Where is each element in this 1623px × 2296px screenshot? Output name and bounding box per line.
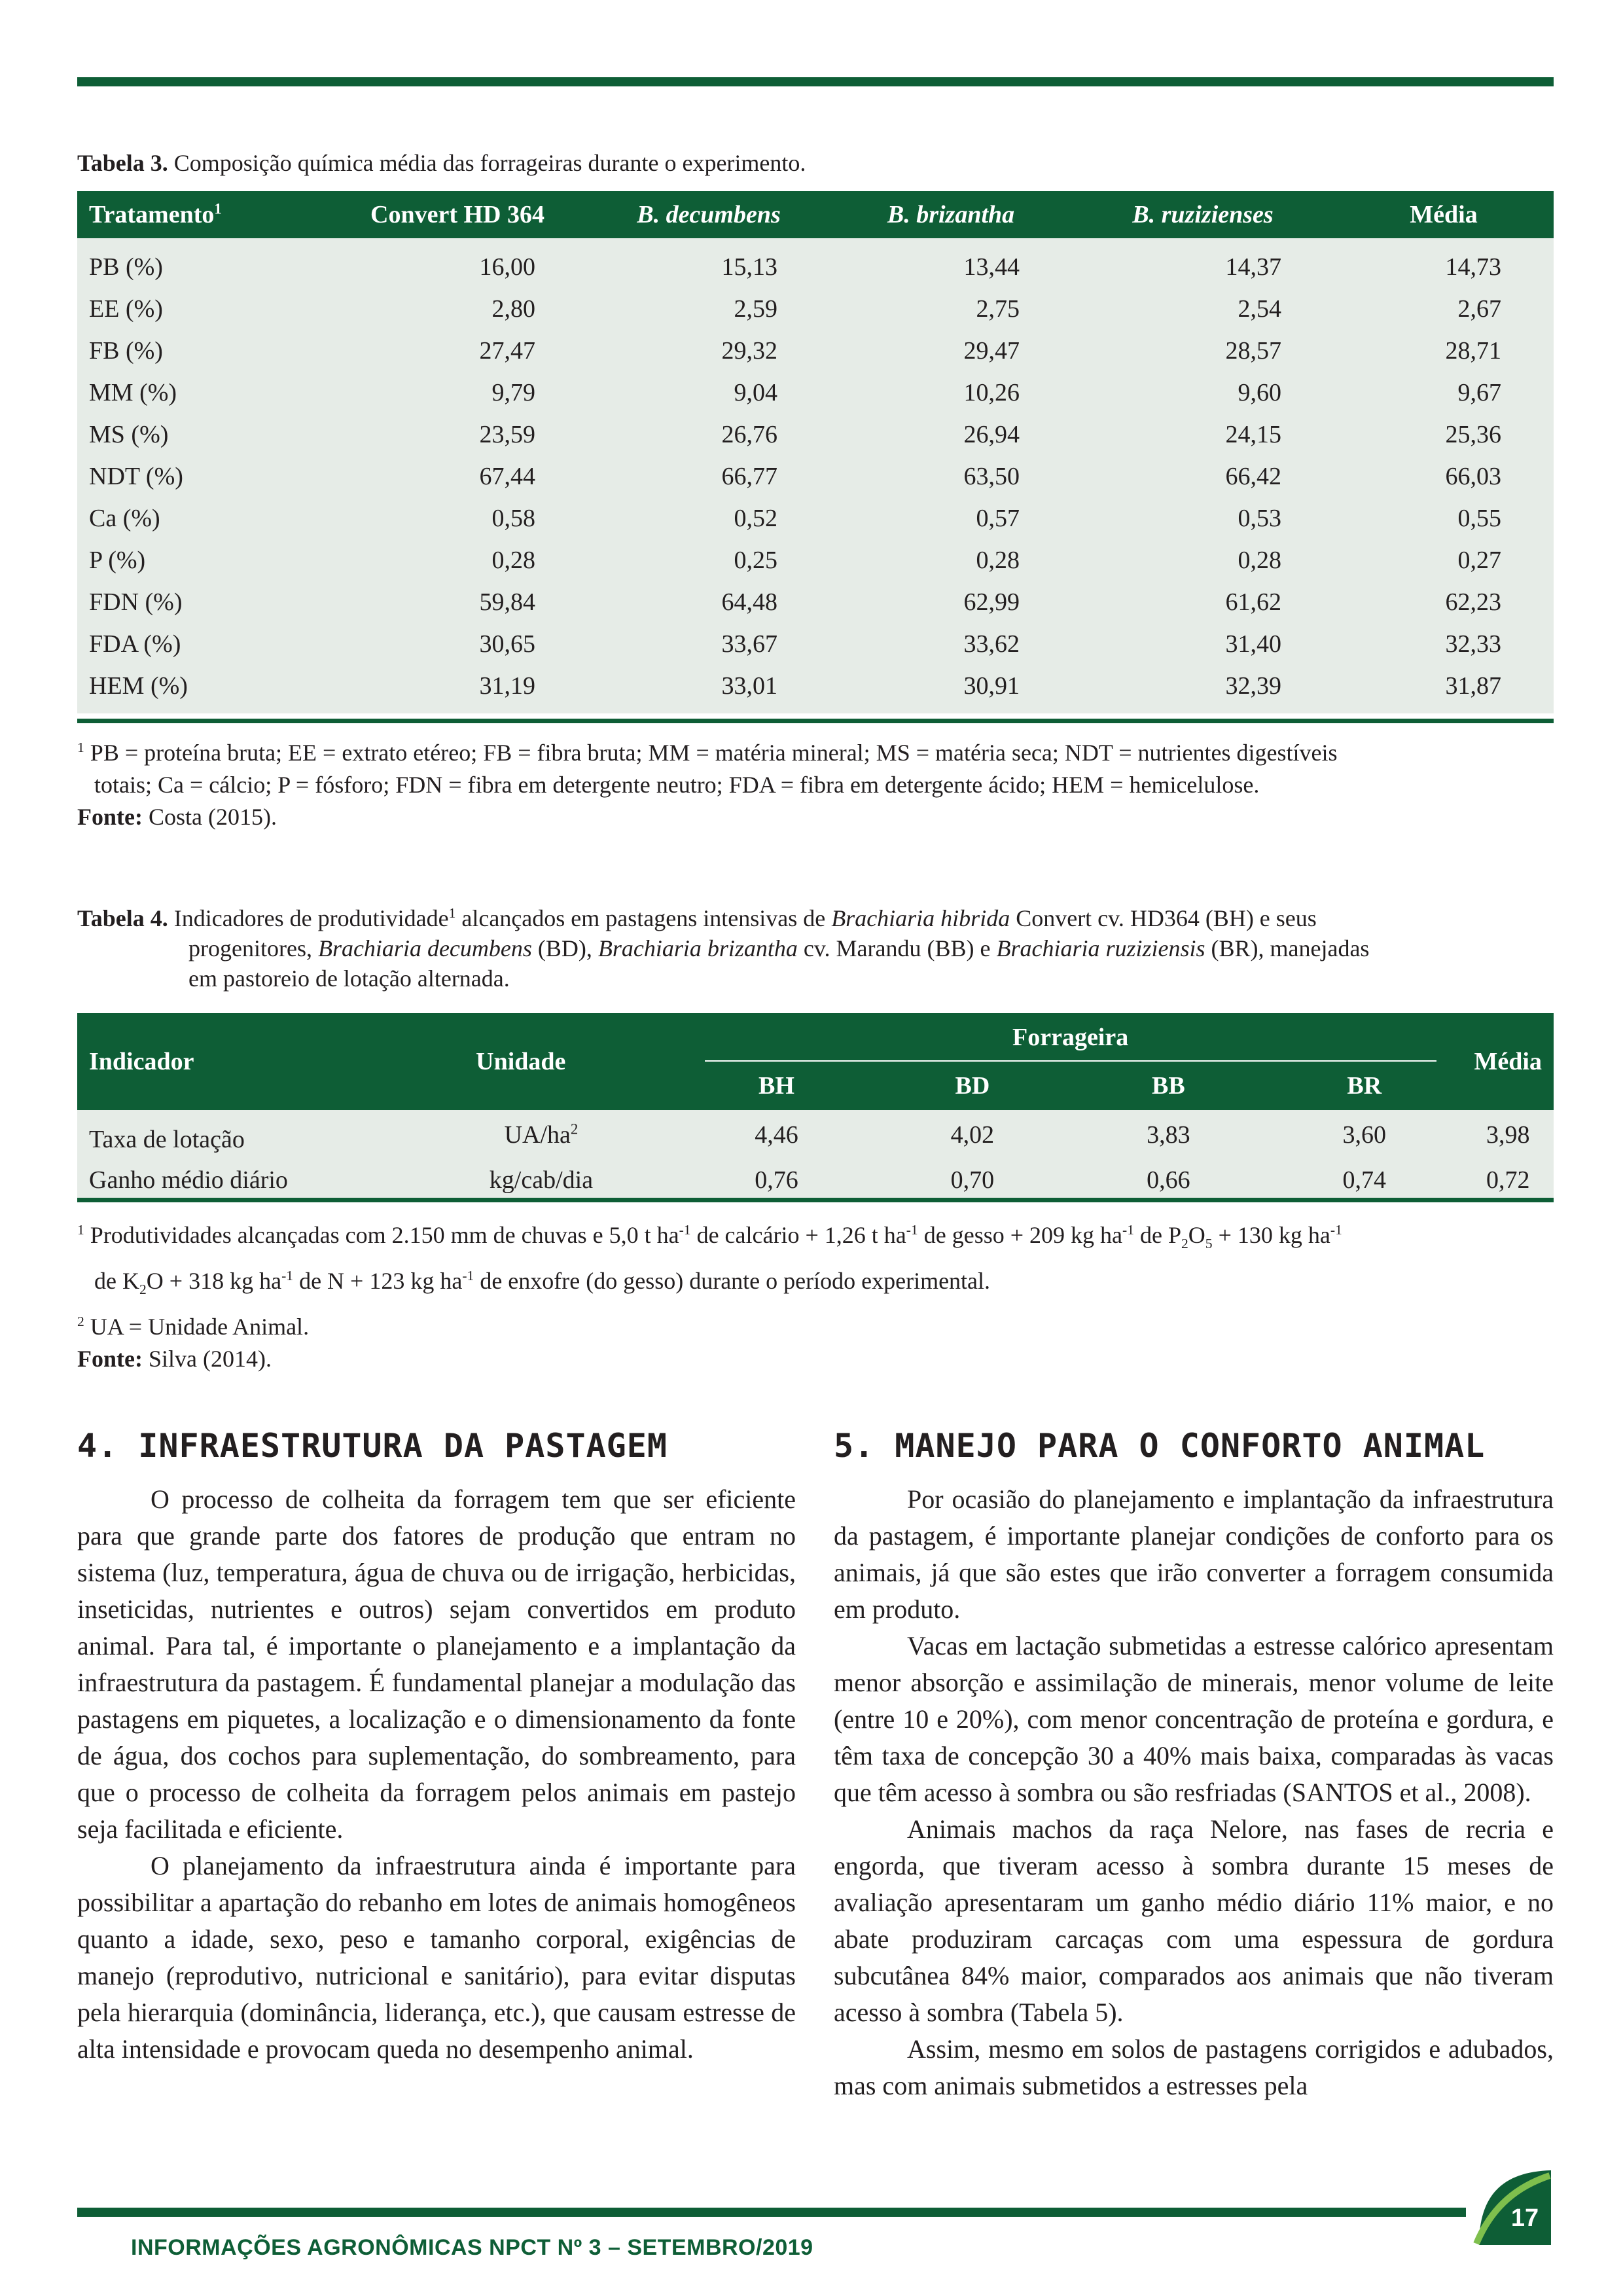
section5-paragraph: Vacas em lactação submetidas a estresse calórico apresentam menor absorção e assimilação de minerais, menor volume de leite (entre 10 e 20%), com menor concentração de proteína e gordura, e têm taxa de concepção 30 a 40% mais baixa, comparadas às vacas que têm acesso à sombra ou são resfriadas (SANTOS et al., 2008). <box>834 1631 1554 1807</box>
table-cell: 66,03 <box>1334 456 1554 497</box>
table-cell: 9,67 <box>1334 372 1554 414</box>
table-cell: 0,74 <box>1266 1160 1462 1200</box>
table-cell: 9,79 <box>339 372 588 414</box>
section4-body <box>77 1481 796 2068</box>
table-cell: 2,67 <box>1334 288 1554 330</box>
row-label: HEM (%) <box>77 665 339 713</box>
table-row <box>77 238 1554 288</box>
table-cell: 29,32 <box>588 330 830 372</box>
row-label: Taxa de lotação <box>77 1110 404 1160</box>
table4-caption: Tabela 4. Indicadores de produtividade$^1$ alcançados em pastagens intensivas de Brachiaria hibrida Convert cv. HD364 (BH) e seus progenitores, Brachiaria decumbens (BD), Brachiaria brizantha cv. Marandu (BB) e Brachiaria ruziziensis (BR), manejadas em pastoreio de lotação alternada. <box>77 905 1370 992</box>
table-cell: 2,59 <box>588 288 830 330</box>
table4-subheader-bd: BD <box>874 1062 1070 1110</box>
table-row <box>77 623 1554 665</box>
section5-paragraph: Animais machos da raça Nelore, nas fases de recria e engorda, que tiveram acesso à sombra durante 15 meses de avaliação apresentaram um ganho médio diário 11% maior, e no abate produziram carcaças com uma espessura de gordura subcutânea 84% maior, comparados aos animais que não tiveram acesso à sombra (Tabela 5). <box>834 1814 1554 2027</box>
table-cell: 3,83 <box>1071 1110 1266 1160</box>
table-cell: 2,54 <box>1072 288 1334 330</box>
section5-title: 5. MANEJO PARA O CONFORTO ANIMAL <box>834 1427 1486 1465</box>
table-cell: 33,01 <box>588 665 830 713</box>
table3-header-convert: Convert HD 364 <box>339 191 588 238</box>
table-cell: 0,28 <box>1072 539 1334 581</box>
table-cell: 23,59 <box>339 414 588 456</box>
table-cell: 14,73 <box>1334 238 1554 288</box>
table-cell: 4,46 <box>679 1110 874 1160</box>
table4-subheader-br: BR <box>1266 1062 1462 1110</box>
table-cell: 9,04 <box>588 372 830 414</box>
table-row <box>77 665 1554 713</box>
section4-paragraph: O planejamento da infraestrutura ainda é importante para possibilitar a apartação do rebanho em lotes de animais homogêneos quanto a idade, sexo, peso e tamanho corporal, exigências de manejo (reprodutivo, nutricional e sanitário), para evitar disputas pela hierarquia (dominância, liderança, etc.), que causam estresse de alta intensidade e provocam queda no desempenho animal. <box>77 1851 796 2064</box>
table3-header-brizantha: B. brizantha <box>830 191 1072 238</box>
table-row <box>77 288 1554 330</box>
table-cell: 61,62 <box>1072 581 1334 623</box>
table4-subheader-bb: BB <box>1071 1062 1266 1110</box>
table-cell: 14,37 <box>1072 238 1334 288</box>
table-row <box>77 1110 1554 1160</box>
row-label: Ganho médio diário <box>77 1160 404 1200</box>
table-cell: 28,57 <box>1072 330 1334 372</box>
table3-bottom-rule <box>77 719 1554 723</box>
row-label: MM (%) <box>77 372 339 414</box>
table-cell: 25,36 <box>1334 414 1554 456</box>
table-cell: 31,19 <box>339 665 588 713</box>
table4-header-media: Média <box>1463 1013 1554 1110</box>
table-row <box>77 414 1554 456</box>
unit-text: kg/cab/dia <box>489 1166 594 1194</box>
table-cell: 3,60 <box>1266 1110 1462 1160</box>
table4-bottom-rule <box>77 1198 1554 1202</box>
table-cell: 0,76 <box>679 1160 874 1200</box>
table4-subheader-bh: BH <box>679 1062 874 1110</box>
table-cell: 24,15 <box>1072 414 1334 456</box>
row-label: Ca (%) <box>77 497 339 539</box>
table-cell: 62,99 <box>830 581 1072 623</box>
table-cell: 2,80 <box>339 288 588 330</box>
section5-paragraph: Assim, mesmo em solos de pastagens corrigidos e adubados, mas com animais submetidos a estresses pela <box>834 2034 1554 2100</box>
row-label: EE (%) <box>77 288 339 330</box>
top-rule <box>77 77 1554 86</box>
table-cell: 0,28 <box>830 539 1072 581</box>
table-cell: 66,77 <box>588 456 830 497</box>
table-cell: 9,60 <box>1072 372 1334 414</box>
table-cell: 0,25 <box>588 539 830 581</box>
table-cell: 0,52 <box>588 497 830 539</box>
row-label: FDN (%) <box>77 581 339 623</box>
table3-header-media: Média <box>1334 191 1554 238</box>
table-row <box>77 456 1554 497</box>
table-row <box>77 1160 1554 1200</box>
table-cell: 0,28 <box>339 539 588 581</box>
table-cell: 29,47 <box>830 330 1072 372</box>
row-label: FDA (%) <box>77 623 339 665</box>
table-cell: 26,76 <box>588 414 830 456</box>
table-cell: 67,44 <box>339 456 588 497</box>
table-cell: 28,71 <box>1334 330 1554 372</box>
table3-header-tratamento: Tratamento$^1$ <box>77 191 339 238</box>
table-row <box>77 497 1554 539</box>
table-cell: 0,58 <box>339 497 588 539</box>
row-label: NDT (%) <box>77 456 339 497</box>
table-cell: 32,39 <box>1072 665 1334 713</box>
table3-caption: Tabela 3. Composição química média das forrageiras durante o experimento. <box>77 150 806 176</box>
table-cell: 10,26 <box>830 372 1072 414</box>
footer-rule <box>77 2208 1466 2217</box>
table-cell: 0,53 <box>1072 497 1334 539</box>
table-cell: 0,66 <box>1071 1160 1266 1200</box>
row-label: PB (%) <box>77 238 339 288</box>
table-cell: 31,87 <box>1334 665 1554 713</box>
section5-paragraph: Por ocasião do planejamento e implantação da infraestrutura da pastagem, é importante planejar condições de conforto para os animais, já que são estes que irão converter a forragem consumida em produto. <box>834 1484 1554 1624</box>
table-row <box>77 539 1554 581</box>
table-cell: 63,50 <box>830 456 1072 497</box>
row-label: P (%) <box>77 539 339 581</box>
table-cell: 15,13 <box>588 238 830 288</box>
table-cell: 30,65 <box>339 623 588 665</box>
table-cell: 26,94 <box>830 414 1072 456</box>
table3-header-row <box>77 191 1554 238</box>
section4-title: 4. INFRAESTRUTURA DA PASTAGEM <box>77 1427 668 1465</box>
table-cell: 64,48 <box>588 581 830 623</box>
table4-header-divider <box>705 1060 1436 1062</box>
table-cell: 16,00 <box>339 238 588 288</box>
table-cell: 27,47 <box>339 330 588 372</box>
table-cell: 30,91 <box>830 665 1072 713</box>
table-cell: 31,40 <box>1072 623 1334 665</box>
table-cell: 0,27 <box>1334 539 1554 581</box>
unit-cell <box>404 1160 679 1200</box>
table-row <box>77 372 1554 414</box>
table3-note: $^1$ PB = proteína bruta; EE = extrato etéreo; FB = fibra bruta; MM = matéria mineral; MS = matéria seca; NDT = nutrientes digestíveis totais; Ca = cálcio; P = fósforo; FDN = fibra em detergente neutro; FDA = fibra em detergente ácido; HEM = hemicelulose. Fonte: Costa (2015). <box>77 740 1338 830</box>
table4-header-unidade: Unidade <box>404 1013 679 1110</box>
section5-body <box>834 1481 1554 2104</box>
unit-text: UA/ha <box>504 1121 571 1149</box>
table-cell: 0,70 <box>874 1160 1070 1200</box>
page-number: 17 <box>1510 2204 1539 2232</box>
unit-cell <box>404 1110 679 1160</box>
table-cell: 32,33 <box>1334 623 1554 665</box>
table-row <box>77 581 1554 623</box>
table-cell: 33,62 <box>830 623 1072 665</box>
table-cell: 0,57 <box>830 497 1072 539</box>
table4-header-forrageira: Forrageira <box>679 1013 1463 1062</box>
table3 <box>77 191 1554 713</box>
table3-header-ruzizienses: B. ruzizienses <box>1072 191 1334 238</box>
table-cell: 4,02 <box>874 1110 1070 1160</box>
table-cell: 66,42 <box>1072 456 1334 497</box>
table4-header-indicador: Indicador <box>77 1013 404 1110</box>
table-cell: 3,98 <box>1463 1110 1554 1160</box>
table-cell: 62,23 <box>1334 581 1554 623</box>
table3-header-decumbens: B. decumbens <box>588 191 830 238</box>
table-cell: 13,44 <box>830 238 1072 288</box>
table-cell: 59,84 <box>339 581 588 623</box>
unit-superscript: 2 <box>570 1121 579 1138</box>
section4-paragraph: O processo de colheita da forragem tem que ser eficiente para que grande parte dos fatores de produção que entram no sistema (luz, temperatura, água de chuva ou de irrigação, herbicidas, inseticidas, nutrientes e outros) sejam convertidos em produto animal. Para tal, é importante o planejamento e a implantação da infraestrutura da pastagem. É fundamental planejar a modulação das pastagens em piquetes, a localização e o dimensionamento da fonte de água, dos cochos para suplementação, do sombreamento, para que o processo de colheita da forragem pelos animais em pastejo seja facilitada e eficiente. <box>77 1484 796 1844</box>
table-cell: 33,67 <box>588 623 830 665</box>
table-cell: 0,55 <box>1334 497 1554 539</box>
table4-note: $^1$ Produtividades alcançadas com 2.150 mm de chuvas e 5,0 t $ha^{-1}$ de calcário + 1,26 t $ha^{-1}$ de gesso + 209 kg $ha^{-1}$ de $P_2O_5 + 130$ kg $ha^{-1}$ de $K_2O + 318$ kg $ha^{-1}$ de N + 123 kg $ha^{-1}$ de enxofre (do gesso) durante o período experimental. $^2$ UA = Unidade Animal. Fonte: Silva (2014). <box>77 1222 1342 1372</box>
table-cell: 2,75 <box>830 288 1072 330</box>
table-cell: 0,72 <box>1463 1160 1554 1200</box>
row-label: MS (%) <box>77 414 339 456</box>
table4 <box>77 1013 1554 1200</box>
table-row <box>77 330 1554 372</box>
page-number-badge <box>1472 2166 1554 2248</box>
row-label: FB (%) <box>77 330 339 372</box>
footer-title: INFORMAÇÕES AGRONÔMICAS NPCT Nº 3 – SETEMBRO/2019 <box>131 2235 813 2260</box>
